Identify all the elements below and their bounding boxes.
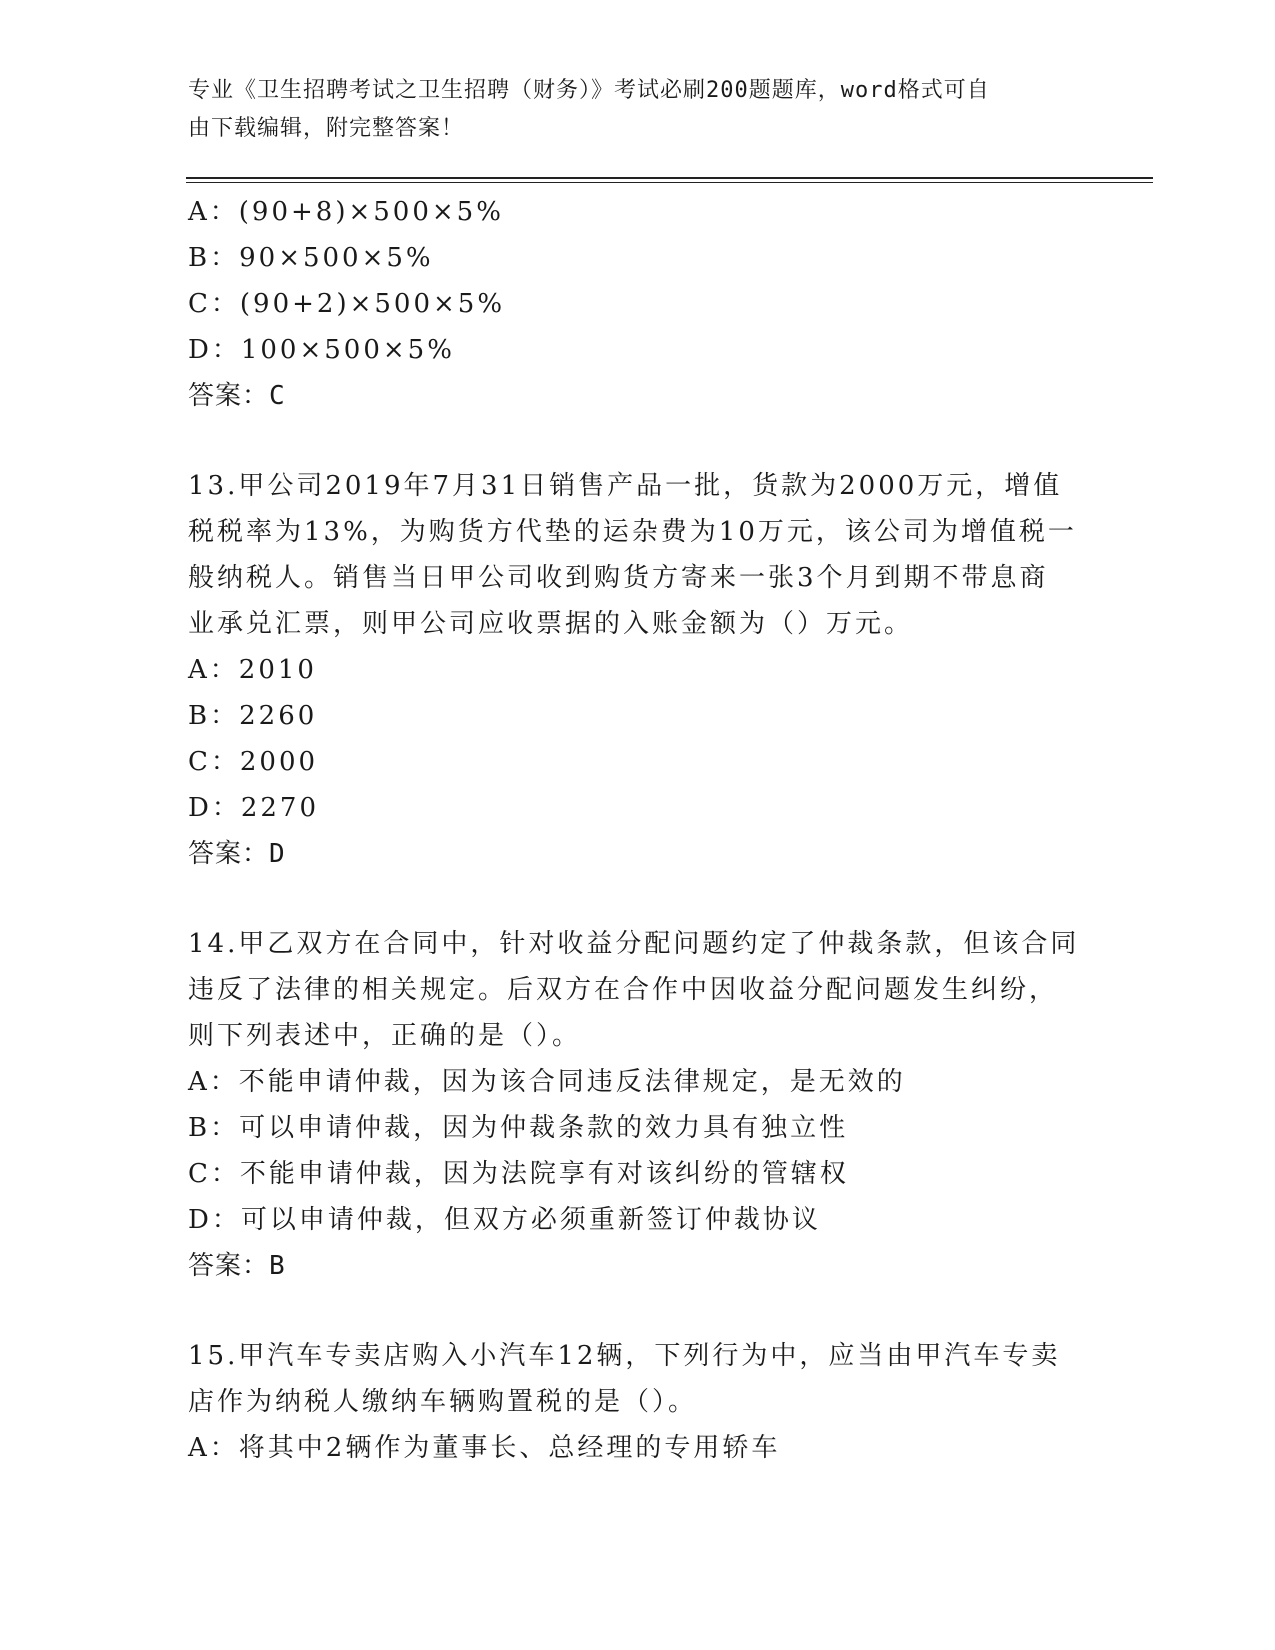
stem-line: 14.甲乙双方在合同中，针对收益分配问题约定了仲裁条款，但该合同 (188, 929, 1080, 959)
option-c: C：2000 (188, 747, 319, 777)
option-b: B：90×500×5% (188, 243, 434, 273)
question-15 (188, 1333, 1088, 1471)
question-14 (188, 921, 1088, 1289)
stem-line: 般纳税人。销售当日甲公司收到购货方寄来一张3个月到期不带息商 (188, 563, 1049, 593)
answer-line (188, 1243, 1088, 1289)
answer-label: 答案： (188, 381, 270, 411)
option-a: A：2010 (188, 655, 317, 685)
option-d: D：100×500×5% (188, 335, 455, 365)
header-line-2: 由下载编辑，附完整答案！ (188, 116, 465, 141)
option-b: B：2260 (188, 701, 318, 731)
answer-value: C (269, 381, 286, 411)
stem-line: 违反了法律的相关规定。后双方在合作中因收益分配问题发生纠纷， (188, 975, 1059, 1005)
stem-line: 店作为纳税人缴纳车辆购置税的是（）。 (188, 1387, 698, 1417)
stem-line: 则下列表述中，正确的是（）。 (188, 1021, 582, 1051)
option-d: D：可以申请仲裁，但双方必须重新签订仲裁协议 (188, 1205, 821, 1235)
answer-line (188, 831, 1088, 877)
option-a: A：(90+8)×500×5% (188, 197, 504, 227)
answer-label: 答案： (188, 839, 270, 869)
answer-value: D (269, 839, 286, 869)
option-b: B：可以申请仲裁，因为仲裁条款的效力具有独立性 (188, 1113, 849, 1143)
stem-line: 15.甲汽车专卖店购入小汽车12辆，下列行为中，应当由甲汽车专卖 (188, 1341, 1061, 1371)
option-a: A：将其中2辆作为董事长、总经理的专用轿车 (188, 1433, 781, 1463)
document-body (188, 189, 1088, 1471)
answer-value: B (269, 1251, 286, 1281)
stem-line: 税税率为13%，为购货方代垫的运杂费为10万元，该公司为增值税一 (188, 517, 1077, 547)
stem-line: 13.甲公司2019年7月31日销售产品一批，货款为2000万元，增值 (188, 471, 1063, 501)
option-d: D：2270 (188, 793, 320, 823)
stem-line: 业承兑汇票，则甲公司应收票据的入账金额为（）万元。 (188, 609, 914, 639)
option-c: C：(90+2)×500×5% (188, 289, 506, 319)
question-13 (188, 463, 1088, 877)
answer-line (188, 373, 1088, 419)
question-stem (188, 1333, 1088, 1425)
header-line-1: 专业《卫生招聘考试之卫生招聘（财务）》考试必刷200题题库，word格式可自 (188, 78, 990, 103)
document-header (188, 72, 1068, 148)
question-stem (188, 463, 1088, 647)
header-rule-thick (186, 177, 1153, 179)
question-12 (188, 189, 1088, 419)
header-rule-thin (186, 182, 1153, 183)
question-stem (188, 921, 1088, 1059)
option-c: C：不能申请仲裁，因为法院享有对该纠纷的管辖权 (188, 1159, 849, 1189)
answer-label: 答案： (188, 1251, 270, 1281)
option-a: A：不能申请仲裁，因为该合同违反法律规定，是无效的 (188, 1067, 906, 1097)
